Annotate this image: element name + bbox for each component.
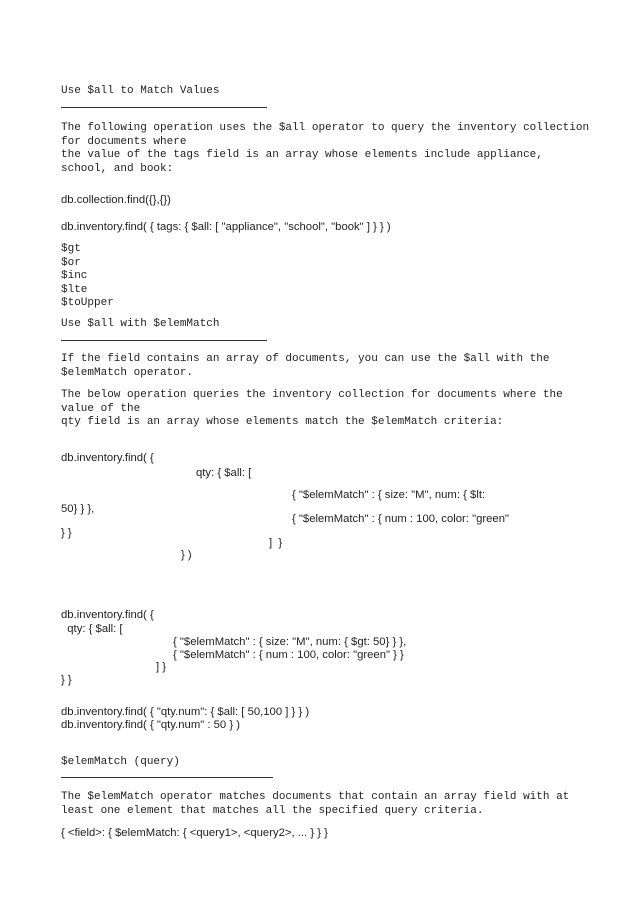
code-line: { "$elemMatch" : { size: "M", num: { $lt: xyxy=(292,489,486,501)
operator-item: $or xyxy=(61,256,81,269)
code-line: qty: { $all: [ xyxy=(196,467,252,479)
paragraph-line: least one element that matches all the specified query criteria. xyxy=(61,804,484,817)
code-line: qty: { $all: [ xyxy=(61,623,123,635)
paragraph-line: school, and book: xyxy=(61,162,174,175)
code-line: db.inventory.find( { "qty.num": { $all: [ 50,100 ] } } ) xyxy=(61,706,310,718)
code-line: db.inventory.find( { xyxy=(61,609,154,621)
section-heading-elemmatch: $elemMatch (query) xyxy=(61,756,180,768)
code-find-tags: db.inventory.find( { tags: { $all: [ "appliance", "school", "book" ] } } ) xyxy=(61,221,391,233)
paragraph-line: The below operation queries the inventory collection for documents where the xyxy=(61,389,563,401)
section-heading-all-elemmatch: Use $all with $elemMatch xyxy=(61,318,220,330)
paragraph-line: value of the xyxy=(61,402,141,415)
code-line: { "$elemMatch" : { num : 100, color: "green" xyxy=(292,513,509,525)
operator-item: $toUpper xyxy=(61,297,114,309)
code-line: db.inventory.find( { "qty.num" : 50 } ) xyxy=(61,719,241,731)
paragraph-line: the value of the tags field is an array whose elements include appliance, xyxy=(61,149,543,161)
code-line: } } xyxy=(61,674,72,686)
heading-underline xyxy=(61,340,267,341)
operator-item: $inc xyxy=(61,270,88,282)
operator-item: $lte xyxy=(61,283,88,296)
code-line: } } xyxy=(61,527,72,539)
paragraph-line: qty field is an array whose elements match the $elemMatch criteria: xyxy=(61,416,504,428)
paragraph-line: The $elemMatch operator matches documents that contain an array field with at xyxy=(61,791,570,803)
code-line: 50} } }, xyxy=(61,503,95,515)
paragraph-line: If the field contains an array of documents, you can use the $all with the xyxy=(61,353,550,365)
heading-underline xyxy=(61,107,267,108)
code-find-empty: db.collection.find({},{}) xyxy=(61,194,171,206)
code-line: ] } xyxy=(269,537,283,549)
section-heading-all: Use $all to Match Values xyxy=(61,85,220,97)
paragraph-line: $elemMatch operator. xyxy=(61,366,194,379)
paragraph-line: The following operation uses the $all operator to query the inventory collection xyxy=(61,122,590,134)
code-line: { "$elemMatch" : { num : 100, color: "green" } } xyxy=(173,649,404,661)
operator-item: $gt xyxy=(61,243,81,255)
code-line: } ) xyxy=(181,549,192,561)
code-line: db.inventory.find( { xyxy=(61,452,154,464)
code-syntax: { <field>: { $elemMatch: { <query1>, <query2>, ... } } } xyxy=(61,827,328,839)
paragraph-line: for documents where xyxy=(61,135,187,148)
heading-underline xyxy=(61,777,273,778)
code-line: { "$elemMatch" : { size: "M", num: { $gt: 50} } }, xyxy=(173,636,407,648)
code-line: ] } xyxy=(156,661,167,673)
